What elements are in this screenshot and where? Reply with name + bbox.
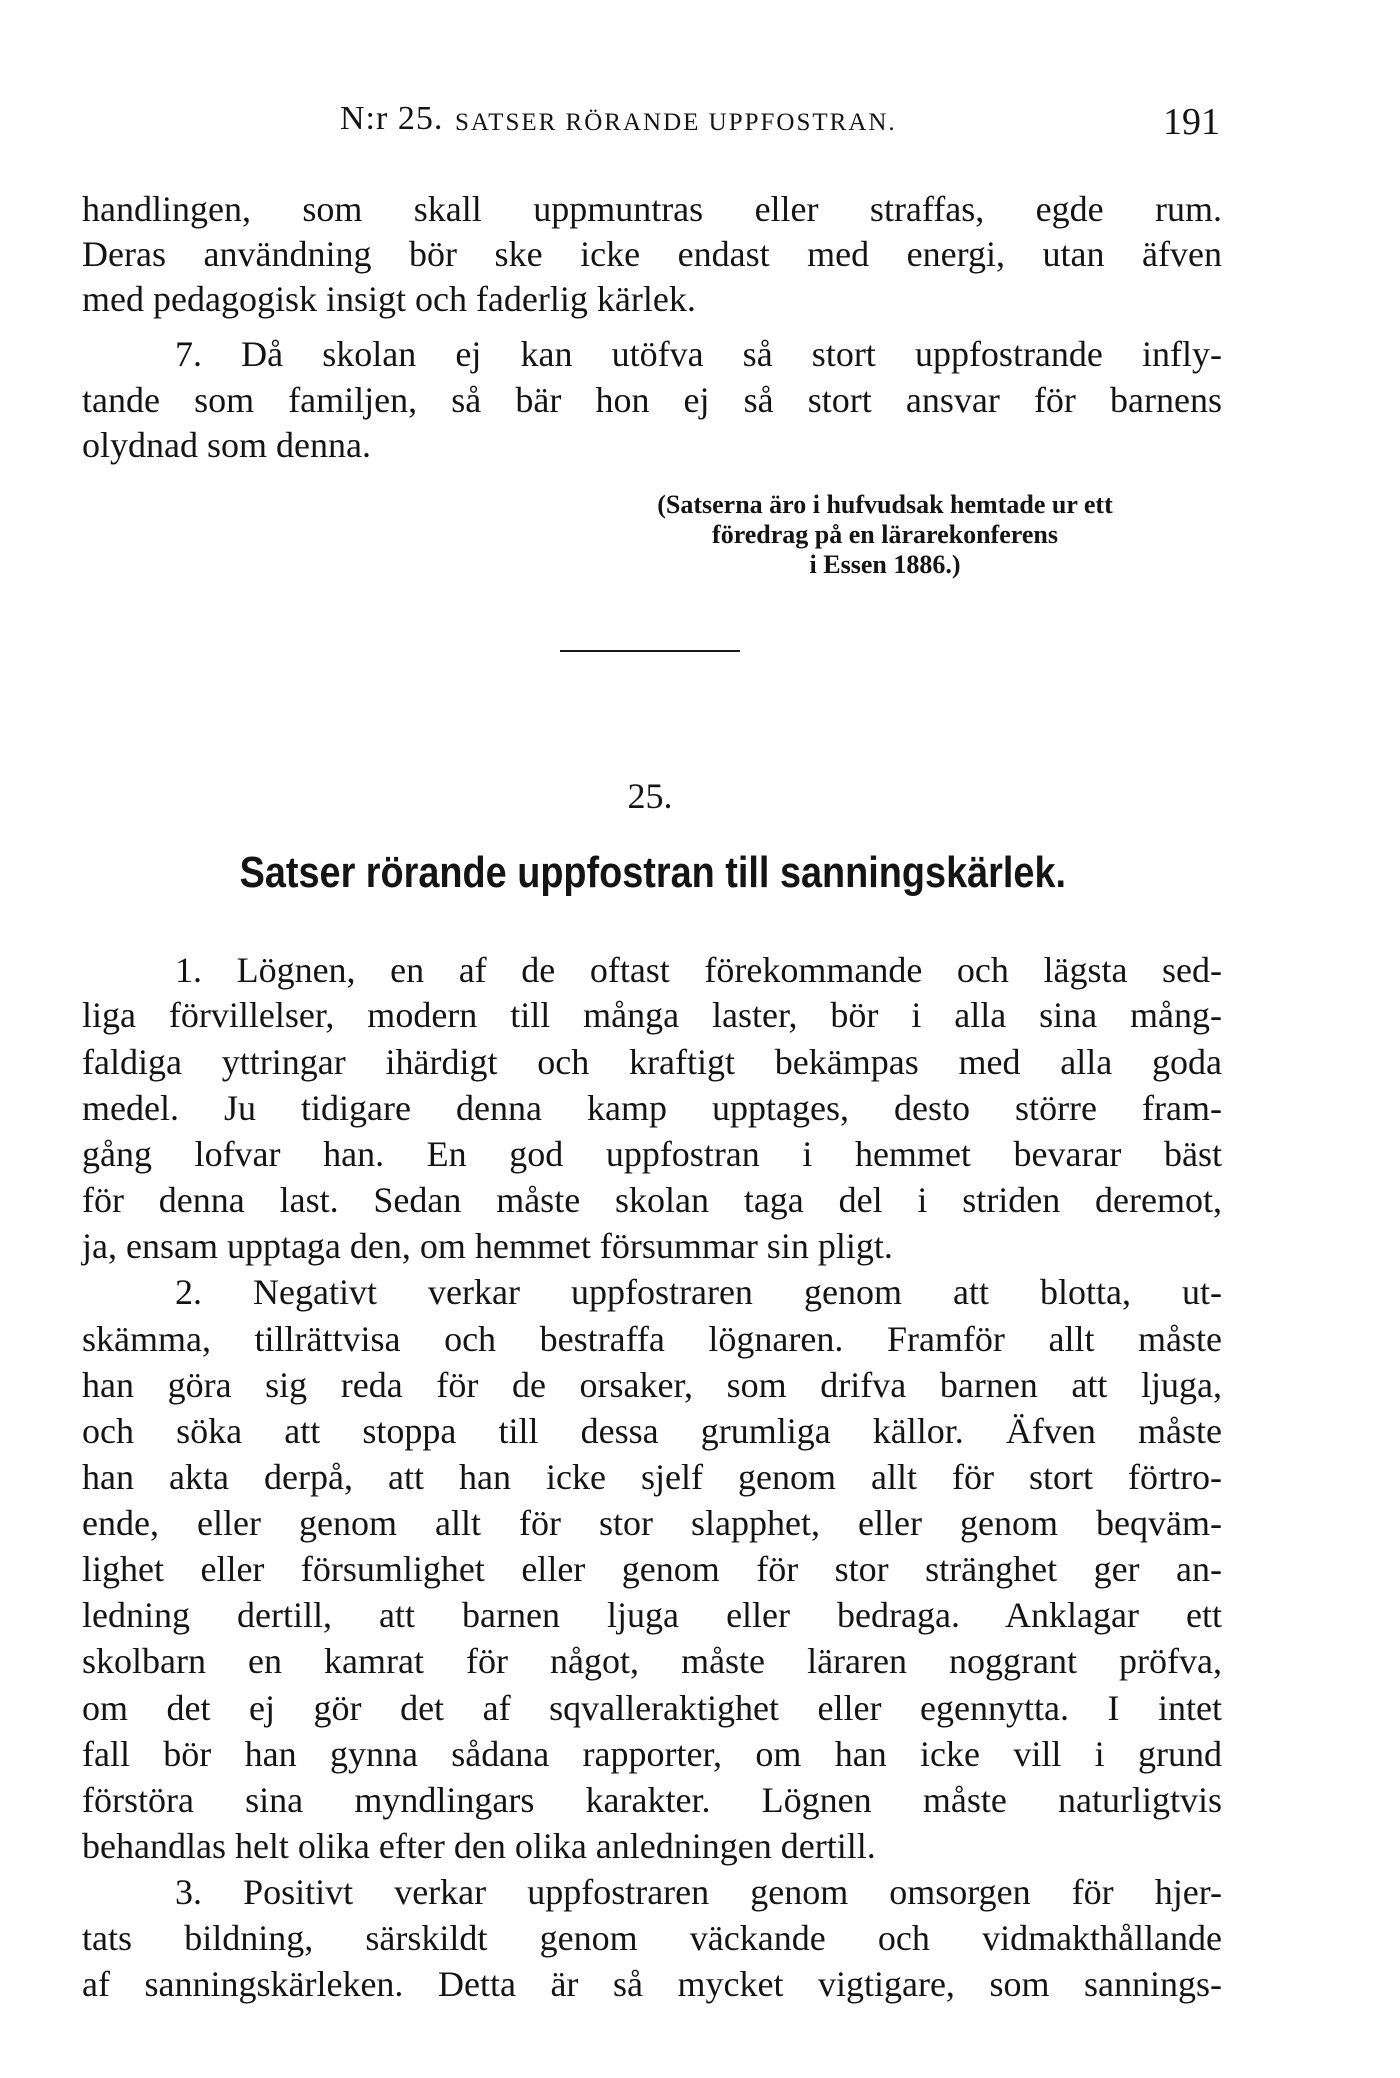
text-line: om det ej gör det af sqvalleraktighet eller egennytta. I intet xyxy=(82,1688,1222,1728)
text-line: ja, ensam upptaga den, om hemmet försummar sin pligt. xyxy=(82,1226,893,1266)
section-title: Satser rörande uppfostran till sanningskärlek. xyxy=(239,848,1067,897)
chapter-number: N:r 25. xyxy=(340,100,444,137)
text-line: tats bildning, särskildt genom väckande och vidmakthållande xyxy=(82,1918,1222,1958)
source-note-line: i Essen 1886.) xyxy=(809,550,961,579)
section-number: 25. xyxy=(627,776,673,816)
text-line: Deras användning bör ske icke endast med energi, utan äfven xyxy=(82,234,1222,274)
text-line: liga förvillelser, modern till många laster, bör i alla sina mång- xyxy=(82,995,1222,1035)
text-line: af sanningskärleken. Detta är så mycket vigtigare, som sannings- xyxy=(82,1964,1222,2004)
text-line: han göra sig reda för de orsaker, som drifva barnen att ljuga, xyxy=(82,1365,1222,1405)
text-line: ende, eller genom allt för stor slapphet, eller genom beqväm- xyxy=(82,1503,1222,1543)
text-line: förstöra sina myndlingars karakter. Lögnen måste naturligtvis xyxy=(82,1780,1222,1820)
text-line: 7. Då skolan ej kan utöfva så stort uppfostrande infly- xyxy=(175,334,1222,374)
text-line: för denna last. Sedan måste skolan taga del i striden deremot, xyxy=(82,1180,1222,1220)
text-line: fall bör han gynna sådana rapporter, om han icke vill i grund xyxy=(82,1734,1222,1774)
text-line: 3. Positivt verkar uppfostraren genom omsorgen för hjer- xyxy=(175,1872,1222,1912)
text-line: tande som familjen, så bär hon ej så stort ansvar för barnens xyxy=(82,380,1222,420)
running-head xyxy=(340,100,1220,150)
text-line: ledning dertill, att barnen ljuga eller bedraga. Anklagar ett xyxy=(82,1595,1222,1635)
text-line: gång lofvar han. En god uppfostran i hemmet bevarar bäst xyxy=(82,1134,1222,1174)
running-title: SATSER RÖRANDE UPPFOSTRAN. xyxy=(455,109,897,136)
text-line: faldiga yttringar ihärdigt och kraftigt bekämpas med alla goda xyxy=(82,1042,1222,1082)
text-line: medel. Ju tidigare denna kamp upptages, desto större fram- xyxy=(82,1088,1222,1128)
source-note-line: (Satserna äro i hufvudsak hemtade ur ett xyxy=(657,490,1113,519)
page-number: 191 xyxy=(1163,101,1220,143)
section-divider xyxy=(560,650,740,652)
text-line: lighet eller försumlighet eller genom för stor stränghet ger an- xyxy=(82,1549,1222,1589)
text-line: behandlas helt olika efter den olika anledningen dertill. xyxy=(82,1826,876,1866)
text-line: med pedagogisk insigt och faderlig kärlek. xyxy=(82,279,696,319)
text-line: skämma, tillrättvisa och bestraffa lögnaren. Framför allt måste xyxy=(82,1319,1222,1359)
text-line: 1. Lögnen, en af de oftast förekommande och lägsta sed- xyxy=(175,950,1222,990)
text-line: han akta derpå, att han icke sjelf genom allt för stort förtro- xyxy=(82,1457,1222,1497)
source-note-line: föredrag på en lärarekonferens xyxy=(712,520,1058,549)
text-line: olydnad som denna. xyxy=(82,425,371,465)
text-line: och söka att stoppa till dessa grumliga källor. Äfven måste xyxy=(82,1411,1222,1451)
text-line: 2. Negativt verkar uppfostraren genom att blotta, ut- xyxy=(175,1272,1222,1312)
text-line: skolbarn en kamrat för något, måste läraren noggrant pröfva, xyxy=(82,1641,1222,1681)
text-line: handlingen, som skall uppmuntras eller straffas, egde rum. xyxy=(82,189,1222,229)
